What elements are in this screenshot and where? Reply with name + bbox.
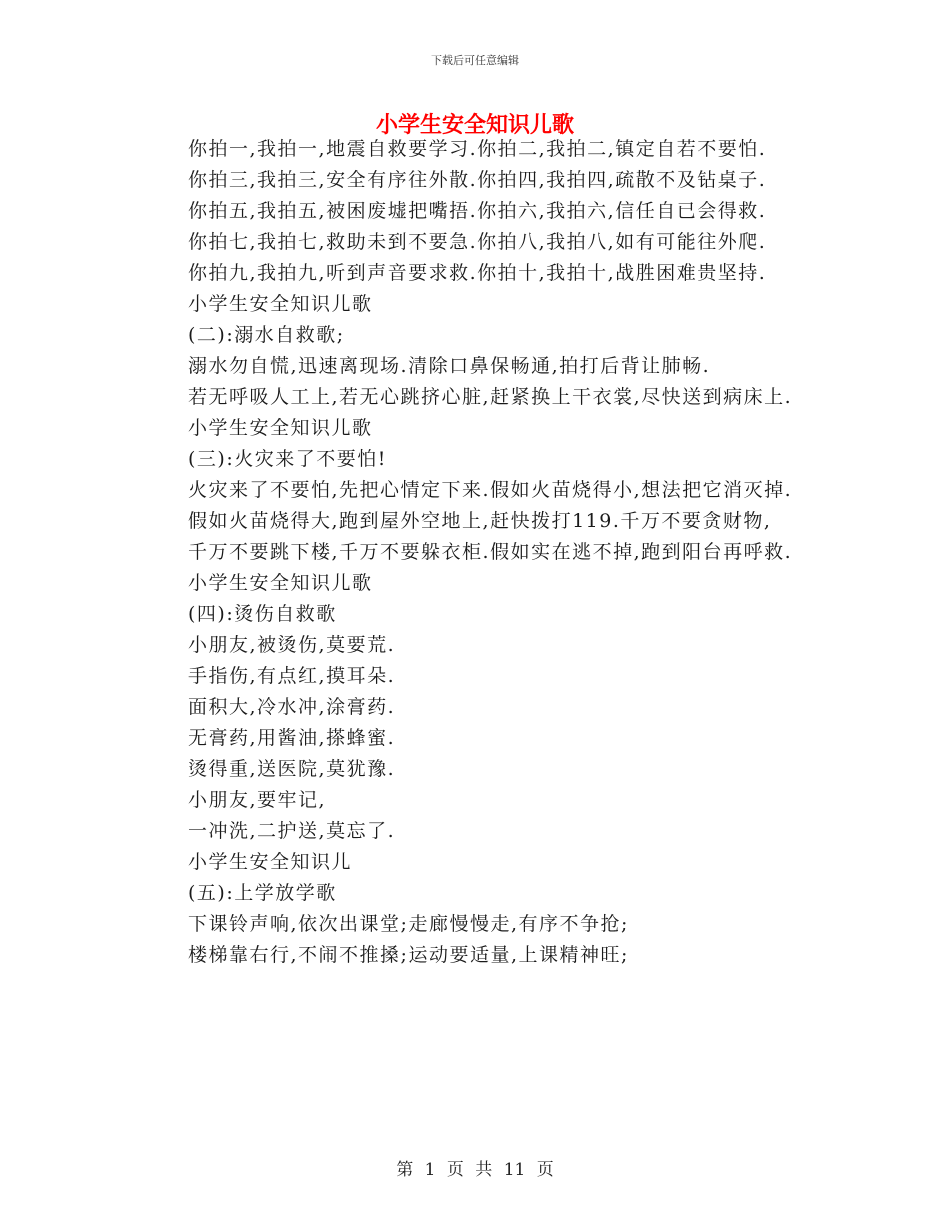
paragraph: 你拍九,我拍九,听到声音要求救.你拍十,我拍十,战胜困难贵坚持. xyxy=(188,262,767,284)
verse-line: 小朋友,要牢记, xyxy=(188,789,327,811)
section-heading: 小学生安全知识儿歌 xyxy=(188,572,373,594)
verse-line: 手指伤,有点红,摸耳朵. xyxy=(188,665,396,687)
paragraph: 你拍三,我拍三,安全有序往外散.你拍四,我拍四,疏散不及钻桌子. xyxy=(188,169,767,191)
paragraph: 你拍五,我拍五,被困废墟把嘴捂.你拍六,我拍六,信任自已会得救. xyxy=(188,200,767,222)
verse-line: 面积大,冷水冲,涂膏药. xyxy=(188,696,396,718)
verse-line: 下课铃声响,依次出课堂;走廊慢慢走,有序不争抢; xyxy=(188,913,629,935)
section-subtitle: (三):火灾来了不要怕! xyxy=(188,448,387,470)
paragraph: 千万不要跳下楼,千万不要躲衣柜.假如实在逃不掉,跑到阳台再呼救. xyxy=(188,541,793,563)
section-subtitle: (四):烫伤自救歌 xyxy=(188,603,337,625)
section-heading: 小学生安全知识儿 xyxy=(188,851,353,873)
paragraph: 你拍七,我拍七,救助未到不要急.你拍八,我拍八,如有可能往外爬. xyxy=(188,231,767,253)
paragraph: 火灾来了不要怕,先把心情定下来.假如火苗烧得小,想法把它消灭掉. xyxy=(188,479,793,501)
page-footer: 第 1 页 共 11 页 xyxy=(396,1160,554,1180)
section-subtitle: (五):上学放学歌 xyxy=(188,882,337,904)
paragraph: 假如火苗烧得大,跑到屋外空地上,赶快拨打119.千万不要贪财物, xyxy=(188,510,772,532)
section-heading: 小学生安全知识儿歌 xyxy=(188,417,373,439)
verse-line: 楼梯靠右行,不闹不推搡;运动要适量,上课精神旺; xyxy=(188,944,629,966)
paragraph: 若无呼吸人工上,若无心跳挤心脏,赶紧换上干衣裳,尽快送到病床上. xyxy=(188,386,793,408)
verse-line: 一冲洗,二护送,莫忘了. xyxy=(188,820,396,842)
page-header-note: 下载后可任意编辑 xyxy=(431,54,519,67)
verse-line: 烫得重,送医院,莫犹豫. xyxy=(188,758,396,780)
document-body xyxy=(140,134,820,971)
section-heading: 小学生安全知识儿歌 xyxy=(188,293,373,315)
paragraph: 你拍一,我拍一,地震自救要学习.你拍二,我拍二,镇定自若不要怕. xyxy=(188,138,767,160)
document-title: 小学生安全知识儿歌 xyxy=(375,112,574,138)
verse-line: 无膏药,用酱油,搽蜂蜜. xyxy=(188,727,396,749)
verse-line: 小朋友,被烫伤,莫要荒. xyxy=(188,634,396,656)
section-subtitle: (二):溺水自救歌; xyxy=(188,324,345,346)
paragraph: 溺水勿自慌,迅速离现场.清除口鼻保畅通,拍打后背让肺畅. xyxy=(188,355,711,377)
